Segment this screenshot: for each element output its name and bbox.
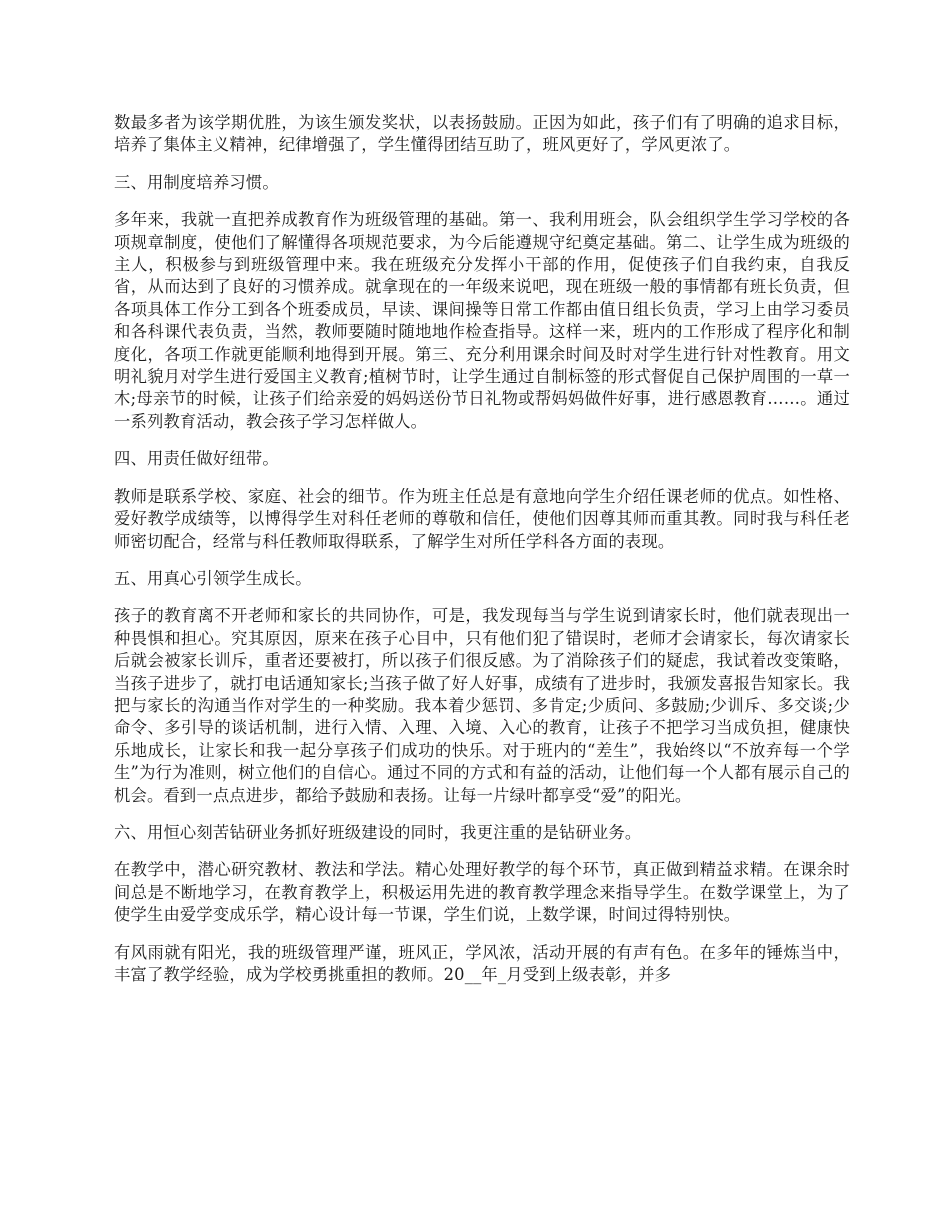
heading-section-5: 五、用真心引领学生成长。 [114,568,312,588]
heading-section-4: 四、用责任做好纽带。 [114,449,279,469]
paragraph-parent-cooperation: 孩子的教育离不开老师和家长的共同协作，可是，我发现每当与学生说到请家长时，他们就表现出一种畏惧和担心。究其原因，原来在孩子心目中，只有他们犯了错误时，老师才会请家长，每次请家长后就会被家长训斥，重者还要被打，所以孩子们很反感。为了消除孩子们的疑虑，我试着改变策略，当孩子进步了，就打电话通知家长;当孩子做了好人好事，成绩有了进步时，我颁发喜报告知家长。我把与家长的沟通当作对学生的一种奖励。我本着少惩罚、多肯定;少质问、多鼓励;少训斥、多交谈;少命令、多引导的谈话机制，进行入情、入理、入境、入心的教育，让孩子不把学习当成负担，健康快乐地成长，让家长和我一起分享孩子们成功的快乐。对于班内的“差生”，我始终以“不放弃每一个学生”为行为准则，树立他们的自信心。通过不同的方式和有益的活动，让他们每一个人都有展示自己的机会。看到一点点进步，都给予鼓励和表扬。让每一片绿叶都享受“爱”的阳光。 [114,606,850,805]
paragraph-habit-formation: 多年来，我就一直把养成教育作为班级管理的基础。第一、我利用班会，队会组织学生学习学校的各项规章制度，使他们了解懂得各项规范要求，为今后能遵规守纪奠定基础。第二、让学生成为班级的主人，积极参与到班级管理中来。我在班级充分发挥小干部的作用，促使孩子们自我约束，自我反省，从而达到了良好的习惯养成。就拿现在的一年级来说吧，现在班级一般的事情都有班长负责，但各项具体工作分工到各个班委成员，早读、课间操等日常工作都由值日组长负责，学习上由学习委员和各科课代表负责，当然，教师要随时随地地作检查指导。这样一来，班内的工作形成了程序化和制度化，各项工作就更能顺利地得到开展。第三、充分利用课余时间及时对学生进行针对性教育。用文明礼貌月对学生进行爱国主义教育;植树节时，让学生通过自制标签的形式督促自己保护周围的一草一木;母亲节的时候，让孩子们给亲爱的妈妈送份节日礼物或帮妈妈做件好事，进行感恩教育……。通过一系列教育活动，教会孩子学习怎样做人。 [114,210,850,431]
heading-section-6: 六、用恒心刻苦钻研业务抓好班级建设的同时，我更注重的是钻研业务。 [114,822,642,842]
paragraph-teaching-research: 在教学中，潜心研究教材、教法和学法。精心处理好教学的每个环节，真正做到精益求精。在课余时间总是不断地学习，在教育教学上，积极运用先进的教育教学理念来指导学生。在数学课堂上，为了使学生由爱学变成乐学，精心设计每一节课，学生们说，上数学课，时间过得特别快。 [114,860,850,925]
document-body [114,112,850,1001]
heading-section-3: 三、用制度培养习惯。 [114,172,279,192]
paragraph-class-spirit: 数最多者为该学期优胜，为该生颁发奖状，以表扬鼓励。正因为如此，孩子们有了明确的追求目标，培养了集体主义精神，纪律增强了，学生懂得团结互助了，班风更好了，学风更浓了。 [114,113,850,155]
paragraph-teacher-bond: 教师是联系学校、家庭、社会的细节。作为班主任总是有意地向学生介绍任课老师的优点。如性格、爱好教学成绩等，以博得学生对科任老师的尊敬和信任，使他们因尊其师而重其教。同时我与科任老师密切配合，经常与科任教师取得联系，了解学生对所任学科各方面的表现。 [114,486,850,551]
paragraph-conclusion: 有风雨就有阳光，我的班级管理严谨，班风正，学风浓，活动开展的有声有色。在多年的锤炼当中，丰富了教学经验，成为学校勇挑重担的教师。20__年_月受到上级表彰，并多 [114,942,850,984]
